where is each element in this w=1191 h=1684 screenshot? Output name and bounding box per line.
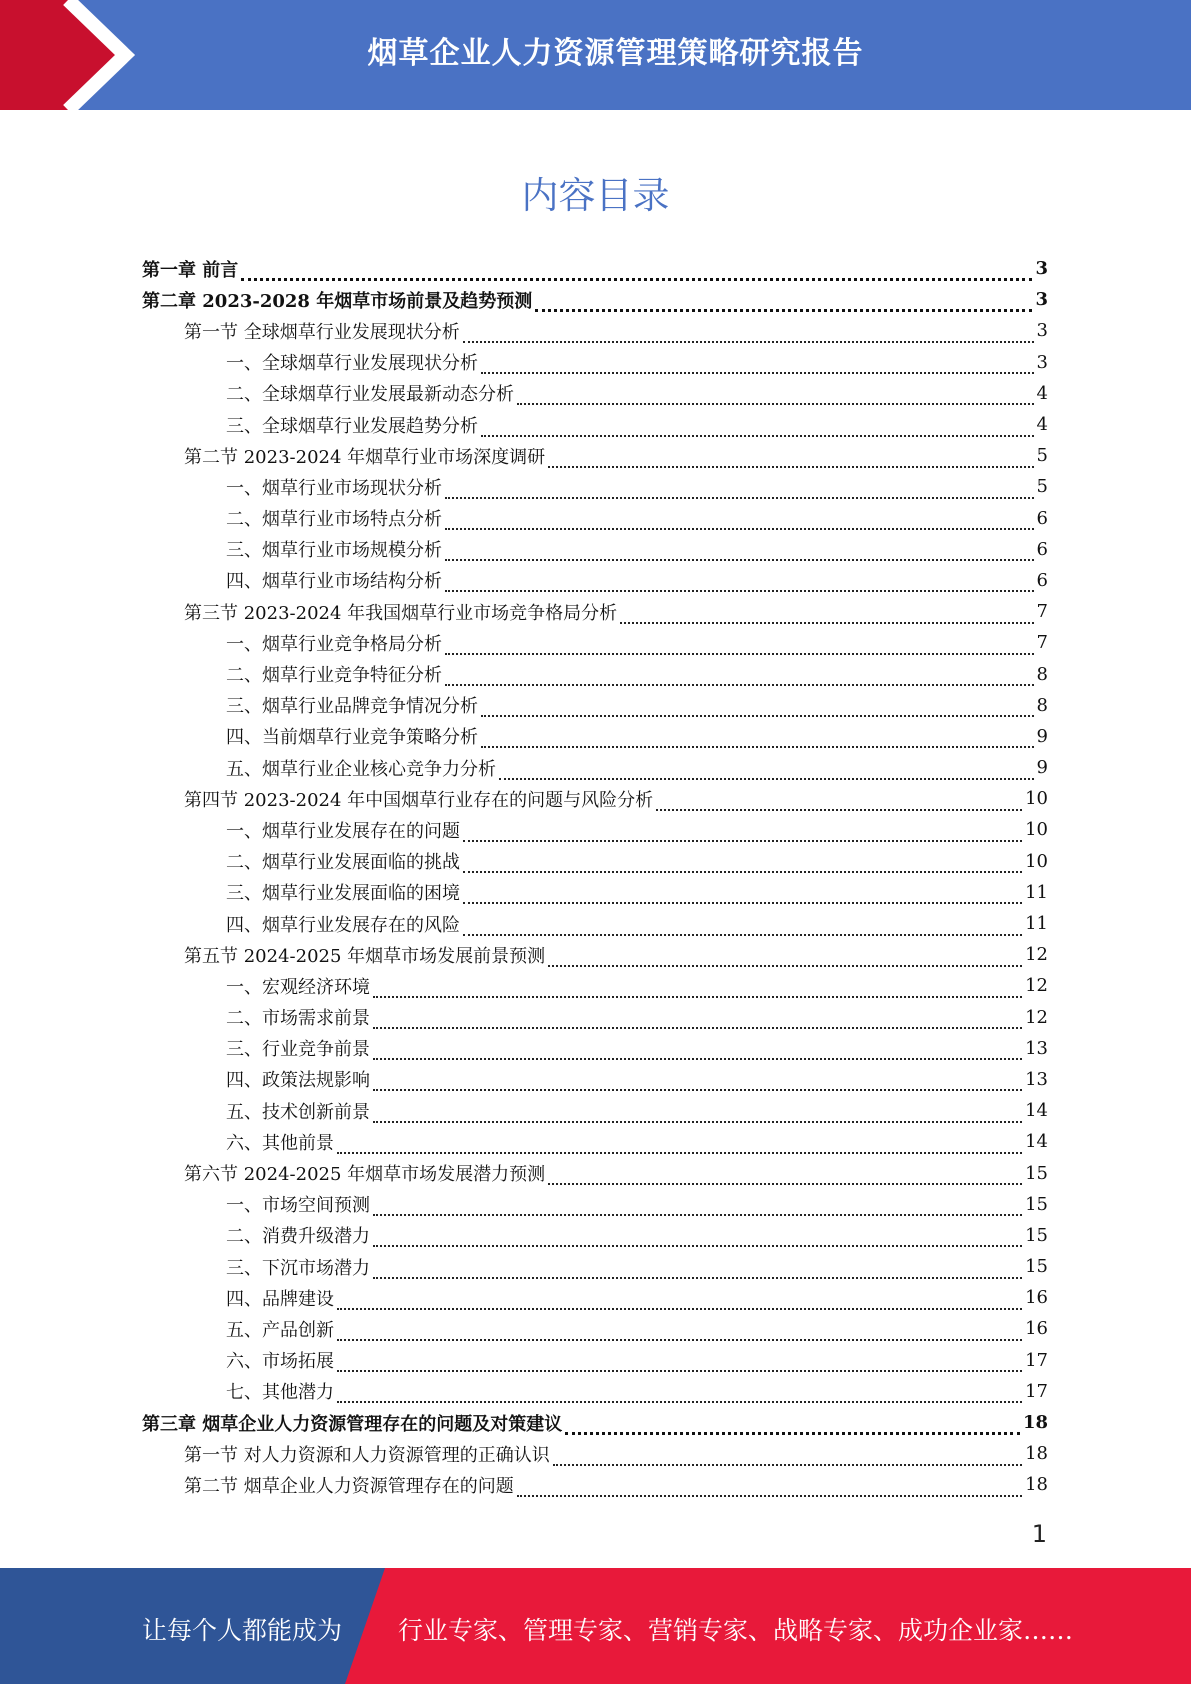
toc-entry[interactable] <box>142 565 1048 596</box>
toc-entry-label: 二、全球烟草行业发展最新动态分析 <box>226 384 514 406</box>
toc-entry-page: 4 <box>1036 382 1048 404</box>
toc-entry[interactable] <box>142 1033 1048 1064</box>
toc-entry-label: 六、其他前景 <box>226 1132 334 1154</box>
toc-entry-label: 五、技术创新前景 <box>226 1101 370 1123</box>
toc-entry-label: 四、当前烟草行业竞争策略分析 <box>226 727 478 749</box>
toc-heading: 内容目录 <box>521 174 670 217</box>
toc-entry-page: 15 <box>1025 1193 1048 1215</box>
toc-entry-page: 11 <box>1025 913 1048 935</box>
toc-entry-page: 3 <box>1035 289 1048 311</box>
toc-entry-page: 16 <box>1025 1318 1048 1340</box>
toc-entry-label: 第一节 对人力资源和人力资源管理的正确认识 <box>184 1444 550 1466</box>
toc-entry[interactable] <box>142 627 1048 658</box>
toc-entry-label: 四、烟草行业市场结构分析 <box>226 571 442 593</box>
toc-entry[interactable] <box>142 1220 1048 1251</box>
toc-entry-page: 13 <box>1025 1037 1048 1059</box>
toc-entry[interactable] <box>142 1345 1048 1376</box>
toc-entry-label: 二、烟草行业发展面临的挑战 <box>226 852 460 874</box>
toc-entry-page: 8 <box>1036 694 1048 716</box>
toc-entry-label: 三、烟草行业品牌竞争情况分析 <box>226 696 478 718</box>
toc-entry-page: 6 <box>1036 538 1048 560</box>
toc-entry-page: 17 <box>1025 1349 1048 1371</box>
report-header-band <box>0 0 1191 110</box>
toc-entry-page: 6 <box>1036 507 1048 529</box>
toc-entry-page: 9 <box>1036 725 1048 747</box>
toc-entry[interactable] <box>142 970 1048 1001</box>
toc-dot-leader <box>553 1446 1022 1466</box>
toc-dot-leader <box>517 385 1034 405</box>
toc-entry[interactable] <box>142 253 1048 284</box>
toc-dot-leader <box>445 572 1034 592</box>
toc-entry-label: 一、烟草行业市场现状分析 <box>226 477 442 499</box>
toc-dot-leader <box>445 510 1034 530</box>
toc-entry-label: 五、烟草行业企业核心竞争力分析 <box>226 758 496 780</box>
toc-entry-page: 4 <box>1036 414 1048 436</box>
toc-entry[interactable] <box>142 1095 1048 1126</box>
toc-entry-label: 一、全球烟草行业发展现状分析 <box>226 353 478 375</box>
toc-dot-leader <box>565 1414 1020 1435</box>
toc-entry[interactable] <box>142 721 1048 752</box>
toc-dot-leader <box>445 635 1034 655</box>
toc-dot-leader <box>481 728 1034 748</box>
toc-entry[interactable] <box>142 284 1048 315</box>
toc-entry-page: 6 <box>1036 569 1048 591</box>
toc-dot-leader <box>445 479 1034 499</box>
toc-entry[interactable] <box>142 1251 1048 1282</box>
toc-entry-label: 二、烟草行业市场特点分析 <box>226 509 442 531</box>
toc-dot-leader <box>337 1290 1022 1310</box>
toc-entry[interactable] <box>142 877 1048 908</box>
toc-dot-leader <box>373 1259 1022 1279</box>
toc-entry-page: 14 <box>1025 1131 1048 1153</box>
toc-entry[interactable] <box>142 814 1048 845</box>
toc-entry-page: 3 <box>1036 351 1048 373</box>
toc-entry[interactable] <box>142 846 1048 877</box>
toc-entry-label: 第三节 2023-2024 年我国烟草行业市场竞争格局分析 <box>184 602 618 624</box>
footer-slogan-left: 让每个人都能成为 <box>142 1616 343 1645</box>
toc-dot-leader <box>445 666 1034 686</box>
toc-entry-label: 三、全球烟草行业发展趋势分析 <box>226 415 478 437</box>
toc-dot-leader <box>463 822 1022 842</box>
toc-dot-leader <box>620 604 1033 624</box>
page-number: 1 <box>1031 1520 1047 1548</box>
toc-entry-label: 一、宏观经济环境 <box>226 976 370 998</box>
toc-entry-page: 5 <box>1036 445 1048 467</box>
toc-entry-page: 3 <box>1036 320 1048 342</box>
toc-dot-leader <box>481 354 1034 374</box>
toc-entry[interactable] <box>142 1282 1048 1313</box>
toc-entry-label: 三、行业竞争前景 <box>226 1039 370 1061</box>
toc-entry[interactable] <box>142 908 1048 939</box>
toc-entry-page: 18 <box>1025 1443 1048 1465</box>
toc-entry-label: 第三章 烟草企业人力资源管理存在的问题及对策建议 <box>142 1413 563 1435</box>
toc-entry-page: 10 <box>1025 850 1048 872</box>
toc-dot-leader <box>241 260 1032 281</box>
toc-entry-label: 四、政策法规影响 <box>226 1070 370 1092</box>
toc-entry[interactable] <box>142 1189 1048 1220</box>
toc-entry-page: 17 <box>1025 1380 1048 1402</box>
toc-entry-label: 二、市场需求前景 <box>226 1008 370 1030</box>
toc-dot-leader <box>373 1009 1022 1029</box>
toc-entry-page: 11 <box>1025 881 1048 903</box>
toc-entry-page: 9 <box>1036 757 1048 779</box>
toc-dot-leader <box>445 541 1034 561</box>
toc-entry-page: 15 <box>1025 1256 1048 1278</box>
toc-dot-leader <box>463 884 1022 904</box>
toc-dot-leader <box>337 1352 1022 1372</box>
toc-entry[interactable] <box>142 409 1048 440</box>
toc-entry[interactable] <box>142 315 1048 346</box>
toc-entry-page: 10 <box>1025 819 1048 841</box>
toc-entry-page: 7 <box>1036 601 1048 623</box>
toc-entry-page: 3 <box>1035 258 1048 280</box>
toc-entry-label: 第一章 前言 <box>142 259 239 281</box>
toc-entry-label: 三、下沉市场潜力 <box>226 1257 370 1279</box>
toc-dot-leader <box>373 1196 1022 1216</box>
toc-entry-page: 7 <box>1036 632 1048 654</box>
toc-entry[interactable] <box>142 1064 1048 1095</box>
toc-entry[interactable] <box>142 471 1048 502</box>
toc-entry-label: 二、消费升级潜力 <box>226 1226 370 1248</box>
toc-entry-page: 13 <box>1025 1068 1048 1090</box>
toc-dot-leader <box>481 417 1034 437</box>
toc-dot-leader <box>463 853 1022 873</box>
toc-dot-leader <box>548 1165 1022 1185</box>
toc-dot-leader <box>481 697 1034 717</box>
toc-entry[interactable] <box>142 1126 1048 1157</box>
toc-entry-page: 15 <box>1025 1162 1048 1184</box>
toc-entry-label: 第五节 2024-2025 年烟草市场发展前景预测 <box>184 945 546 967</box>
toc-dot-leader <box>337 1134 1022 1154</box>
toc-dot-leader <box>373 1227 1022 1247</box>
table-of-contents <box>142 253 1048 1501</box>
toc-dot-leader <box>373 1040 1022 1060</box>
toc-entry[interactable] <box>142 752 1048 783</box>
toc-entry[interactable] <box>142 534 1048 565</box>
toc-entry-label: 一、市场空间预测 <box>226 1195 370 1217</box>
toc-entry[interactable] <box>142 1469 1048 1500</box>
toc-entry[interactable] <box>142 783 1048 814</box>
toc-dot-leader <box>517 1477 1022 1497</box>
toc-dot-leader <box>373 978 1022 998</box>
toc-entry-label: 二、烟草行业竞争特征分析 <box>226 665 442 687</box>
toc-dot-leader <box>535 291 1032 312</box>
toc-dot-leader <box>656 791 1022 811</box>
toc-entry[interactable] <box>142 440 1048 471</box>
toc-entry-page: 15 <box>1025 1224 1048 1246</box>
toc-entry-label: 第四节 2023-2024 年中国烟草行业存在的问题与风险分析 <box>184 789 654 811</box>
toc-entry-label: 三、烟草行业发展面临的困境 <box>226 883 460 905</box>
toc-entry[interactable] <box>142 1313 1048 1344</box>
toc-dot-leader <box>373 1103 1022 1123</box>
toc-entry[interactable] <box>142 596 1048 627</box>
toc-dot-leader <box>548 448 1033 468</box>
toc-entry-page: 16 <box>1025 1287 1048 1309</box>
toc-entry-page: 12 <box>1025 1006 1048 1028</box>
toc-entry-label: 一、烟草行业发展存在的问题 <box>226 820 460 842</box>
toc-entry-label: 五、产品创新 <box>226 1319 334 1341</box>
toc-entry[interactable] <box>142 378 1048 409</box>
toc-entry-page: 10 <box>1025 788 1048 810</box>
toc-dot-leader <box>373 1071 1022 1091</box>
footer-band <box>0 1568 1191 1684</box>
toc-entry-label: 第一节 全球烟草行业发展现状分析 <box>184 321 460 343</box>
toc-entry[interactable] <box>142 939 1048 970</box>
toc-entry-label: 一、烟草行业竞争格局分析 <box>226 633 442 655</box>
toc-entry-label: 第二节 2023-2024 年烟草行业市场深度调研 <box>184 446 546 468</box>
toc-entry-page: 18 <box>1022 1412 1048 1434</box>
toc-entry-label: 第二章 2023-2028 年烟草市场前景及趋势预测 <box>142 290 533 312</box>
toc-entry-page: 8 <box>1036 663 1048 685</box>
toc-dot-leader <box>499 760 1034 780</box>
toc-dot-leader <box>463 323 1034 343</box>
toc-entry[interactable] <box>142 1376 1048 1407</box>
toc-entry[interactable] <box>142 1157 1048 1188</box>
toc-entry-page: 12 <box>1025 944 1048 966</box>
toc-entry[interactable] <box>142 658 1048 689</box>
toc-entry-page: 5 <box>1036 476 1048 498</box>
toc-entry-label: 第六节 2024-2025 年烟草市场发展潜力预测 <box>184 1164 546 1186</box>
report-title: 烟草企业人力资源管理策略研究报告 <box>367 36 864 71</box>
toc-entry[interactable] <box>142 347 1048 378</box>
toc-entry-page: 14 <box>1025 1100 1048 1122</box>
toc-dot-leader <box>337 1321 1022 1341</box>
toc-entry-label: 四、品牌建设 <box>226 1288 334 1310</box>
toc-entry-label: 六、市场拓展 <box>226 1351 334 1373</box>
toc-entry[interactable] <box>142 503 1048 534</box>
toc-entry[interactable] <box>142 690 1048 721</box>
toc-entry-label: 第二节 烟草企业人力资源管理存在的问题 <box>184 1475 514 1497</box>
toc-dot-leader <box>337 1383 1022 1403</box>
toc-entry[interactable] <box>142 1002 1048 1033</box>
toc-entry-page: 12 <box>1025 975 1048 997</box>
toc-entry-page: 18 <box>1025 1474 1048 1496</box>
footer-slogan-right: 行业专家、管理专家、营销专家、战略专家、成功企业家…… <box>398 1616 1074 1645</box>
toc-entry[interactable] <box>142 1438 1048 1469</box>
toc-dot-leader <box>548 947 1022 967</box>
toc-entry[interactable] <box>142 1407 1048 1438</box>
toc-entry-label: 三、烟草行业市场规模分析 <box>226 540 442 562</box>
toc-dot-leader <box>463 916 1022 936</box>
toc-entry-label: 四、烟草行业发展存在的风险 <box>226 914 460 936</box>
toc-entry-label: 七、其他潜力 <box>226 1382 334 1404</box>
